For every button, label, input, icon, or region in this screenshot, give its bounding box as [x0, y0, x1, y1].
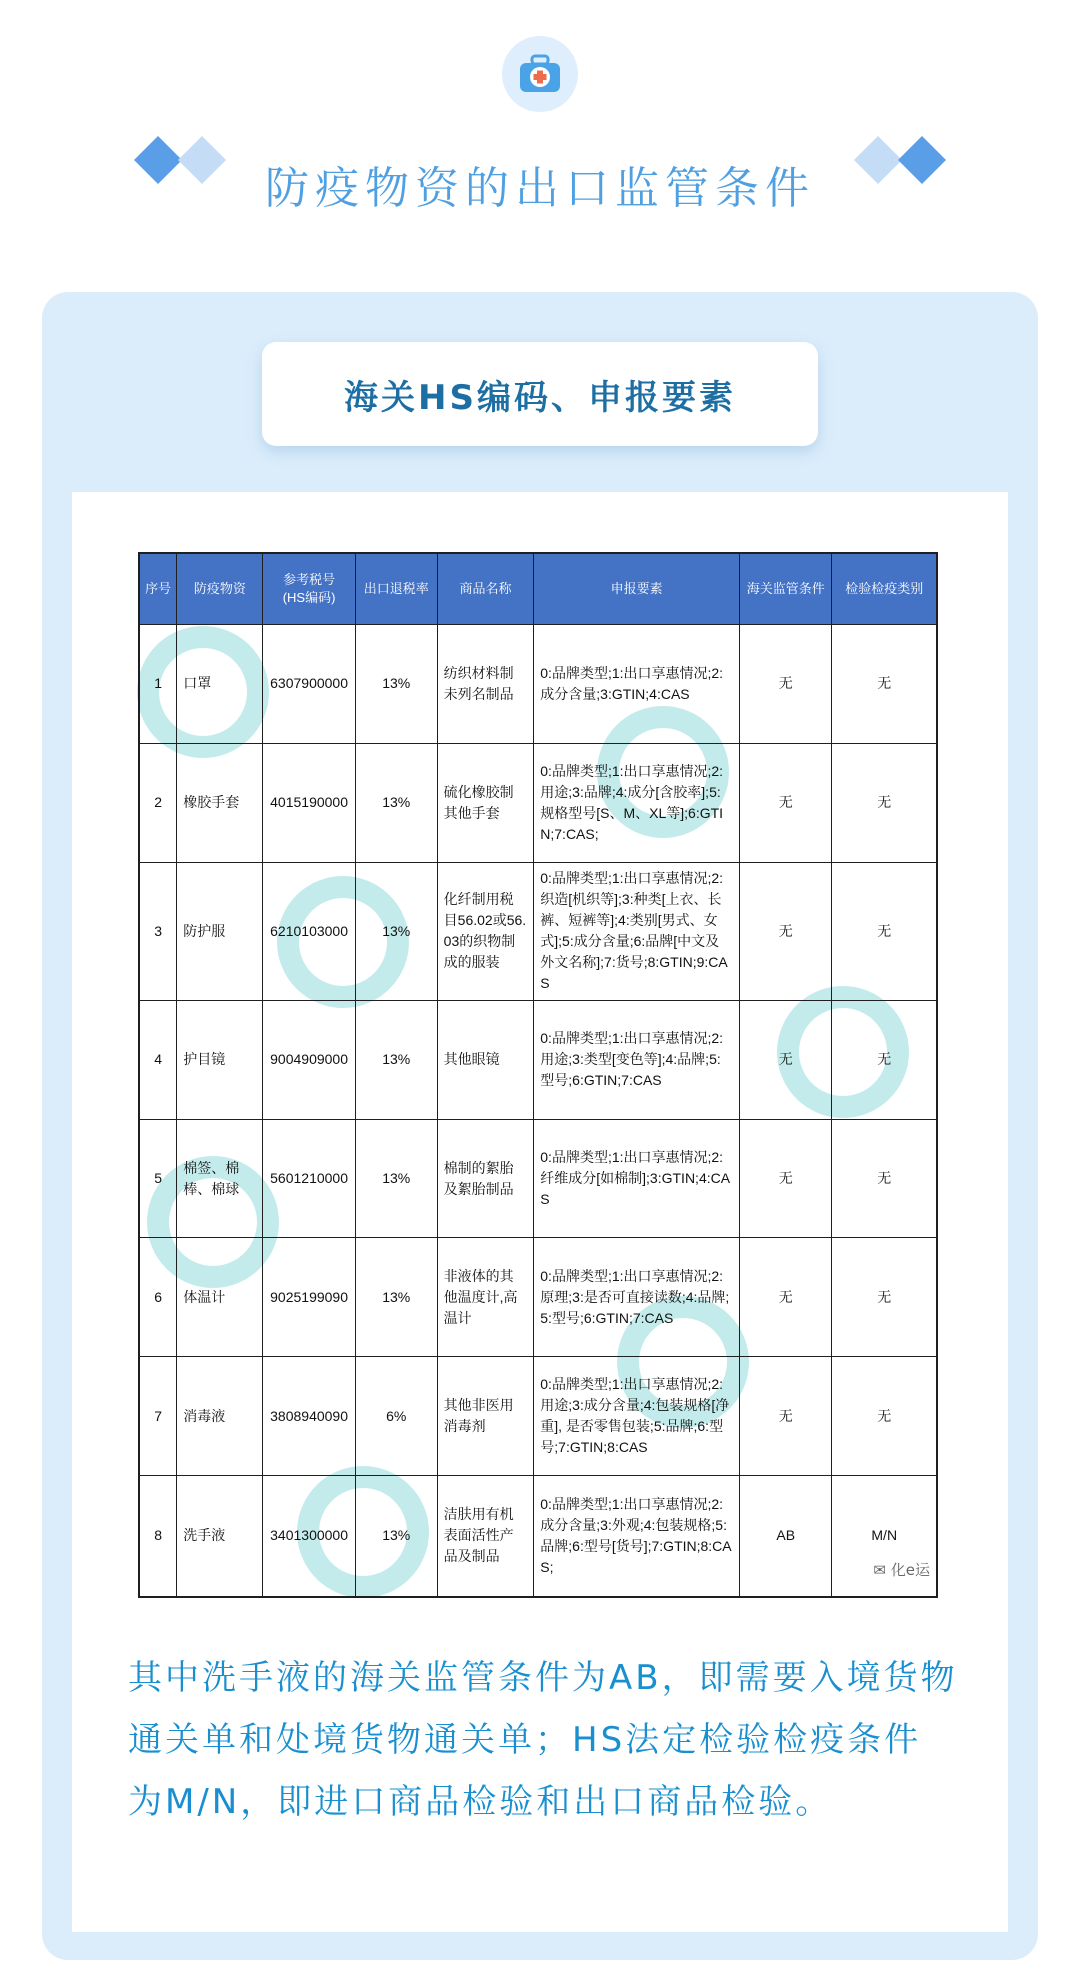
source-credit-label: 化e运: [890, 1561, 930, 1579]
cell-item: 洗手液: [177, 1475, 263, 1597]
cell-inspection-category: 无: [832, 1119, 937, 1238]
cell-inspection-category: 无: [832, 1238, 937, 1357]
cell-customs-condition: 无: [740, 743, 832, 862]
cell-product-name: 棉制的絮胎及絮胎制品: [437, 1119, 534, 1238]
cell-hs-code: 4015190000: [263, 743, 355, 862]
column-header: 防疫物资: [177, 553, 263, 625]
cell-inspection-category: 无: [832, 743, 937, 862]
wechat-icon: ✉: [873, 1561, 886, 1579]
cell-index: 6: [139, 1238, 177, 1357]
cell-hs-code: 6307900000: [263, 625, 355, 744]
cell-index: 8: [139, 1475, 177, 1597]
cell-inspection-category: 无: [832, 1357, 937, 1476]
cell-index: 2: [139, 743, 177, 862]
cell-rebate-rate: 13%: [355, 862, 437, 1000]
table-row: [139, 743, 937, 862]
source-credit: [871, 1559, 932, 1580]
cell-product-name: 洁肤用有机表面活性产品及制品: [437, 1475, 534, 1597]
table-row: [139, 1119, 937, 1238]
cell-inspection-category: 无: [832, 1000, 937, 1119]
cell-rebate-rate: 13%: [355, 743, 437, 862]
cell-rebate-rate: 13%: [355, 1119, 437, 1238]
cell-product-name: 硫化橡胶制其他手套: [437, 743, 534, 862]
summary-paragraph: 其中洗手液的海关监管条件为AB，即需要入境货物通关单和处境货物通关单；HS法定检验检疫条件为M/N，即进口商品检验和出口商品检验。: [128, 1658, 958, 1822]
cell-hs-code: 9004909000: [263, 1000, 355, 1119]
cell-item: 防护服: [177, 862, 263, 1000]
table-row: [139, 1475, 937, 1597]
cell-item: 体温计: [177, 1238, 263, 1357]
cell-item: 消毒液: [177, 1357, 263, 1476]
cell-item: 橡胶手套: [177, 743, 263, 862]
cell-product-name: 化纤制用税目56.02或56.03的织物制成的服装: [437, 862, 534, 1000]
cell-hs-code: 5601210000: [263, 1119, 355, 1238]
cell-index: 5: [139, 1119, 177, 1238]
cell-rebate-rate: 6%: [355, 1357, 437, 1476]
cell-hs-code: 3808940090: [263, 1357, 355, 1476]
cell-declaration-elements: 0:品牌类型;1:出口享惠情况;2:成分含量;3:外观;4:包装规格;5:品牌;6:型号[货号];7:GTIN;8:CAS;: [534, 1475, 740, 1597]
cell-rebate-rate: 13%: [355, 1475, 437, 1597]
cell-declaration-elements: 0:品牌类型;1:出口享惠情况;2:织造[机织等];3:种类[上衣、长裤、短裤等];4:类别[男式、女式];5:成分含量;6:品牌[中文及外文名称];7:货号;8:GTIN;9:CAS: [534, 862, 740, 1000]
cell-customs-condition: 无: [740, 625, 832, 744]
cell-rebate-rate: 13%: [355, 1000, 437, 1119]
cell-declaration-elements: 0:品牌类型;1:出口享惠情况;2:纤维成分[如棉制];3:GTIN;4:CAS: [534, 1119, 740, 1238]
cell-inspection-category: 无: [832, 625, 937, 744]
cell-rebate-rate: 13%: [355, 1238, 437, 1357]
card-inner-panel: [72, 492, 1008, 1932]
cell-item: 护目镜: [177, 1000, 263, 1119]
cell-customs-condition: AB: [740, 1475, 832, 1597]
table-row: [139, 862, 937, 1000]
table-row: [139, 1000, 937, 1119]
cell-rebate-rate: 13%: [355, 625, 437, 744]
cell-product-name: 其他眼镜: [437, 1000, 534, 1119]
cell-declaration-elements: 0:品牌类型;1:出口享惠情况;2:用途;3:品牌;4:成分[含胶率];5:规格型号[S、M、XL等];6:GTIN;7:CAS;: [534, 743, 740, 862]
cell-product-name: 其他非医用消毒剂: [437, 1357, 534, 1476]
cell-customs-condition: 无: [740, 1357, 832, 1476]
table-row: [139, 1357, 937, 1476]
column-header: 参考税号 (HS编码): [263, 553, 355, 625]
cell-customs-condition: 无: [740, 1119, 832, 1238]
column-header: 海关监管条件: [740, 553, 832, 625]
table-image: [138, 552, 938, 1598]
column-header: 商品名称: [437, 553, 534, 625]
content-card: [42, 292, 1038, 1960]
cell-index: 3: [139, 862, 177, 1000]
cell-product-name: 纺织材料制未列名制品: [437, 625, 534, 744]
table-row: [139, 625, 937, 744]
column-header: 出口退税率: [355, 553, 437, 625]
cell-inspection-category: M/N: [832, 1475, 937, 1597]
cell-hs-code: 3401300000: [263, 1475, 355, 1597]
table-header-row: [139, 553, 937, 625]
cell-declaration-elements: 0:品牌类型;1:出口享惠情况;2:成分含量;3:GTIN;4:CAS: [534, 625, 740, 744]
column-header: 序号: [139, 553, 177, 625]
cell-index: 4: [139, 1000, 177, 1119]
cell-declaration-elements: 0:品牌类型;1:出口享惠情况;2:用途;3:成分含量;4:包装规格[净重], 是否零售包装;5:品牌;6:型号;7:GTIN;8:CAS: [534, 1357, 740, 1476]
cell-index: 1: [139, 625, 177, 744]
cell-declaration-elements: 0:品牌类型;1:出口享惠情况;2:用途;3:类型[变色等];4:品牌;5:型号;6:GTIN;7:CAS: [534, 1000, 740, 1119]
cell-inspection-category: 无: [832, 862, 937, 1000]
cell-index: 7: [139, 1357, 177, 1476]
cell-item: 口罩: [177, 625, 263, 744]
cell-item: 棉签、棉棒、棉球: [177, 1119, 263, 1238]
page-title: 防疫物资的出口监管条件: [265, 163, 815, 215]
first-aid-kit-icon: [502, 36, 578, 112]
cell-customs-condition: 无: [740, 862, 832, 1000]
cell-hs-code: 9025199090: [263, 1238, 355, 1357]
cell-product-name: 非液体的其他温度计,高温计: [437, 1238, 534, 1357]
cell-hs-code: 6210103000: [263, 862, 355, 1000]
hs-code-table: [138, 552, 938, 1598]
card-heading: 海关HS编码、申报要素: [262, 342, 818, 446]
cell-customs-condition: 无: [740, 1238, 832, 1357]
cell-customs-condition: 无: [740, 1000, 832, 1119]
table-row: [139, 1238, 937, 1357]
cell-declaration-elements: 0:品牌类型;1:出口享惠情况;2:原理;3:是否可直接读数;4:品牌;5:型号;6:GTIN;7:CAS: [534, 1238, 740, 1357]
column-header: 检验检疫类别: [832, 553, 937, 625]
column-header: 申报要素: [534, 553, 740, 625]
